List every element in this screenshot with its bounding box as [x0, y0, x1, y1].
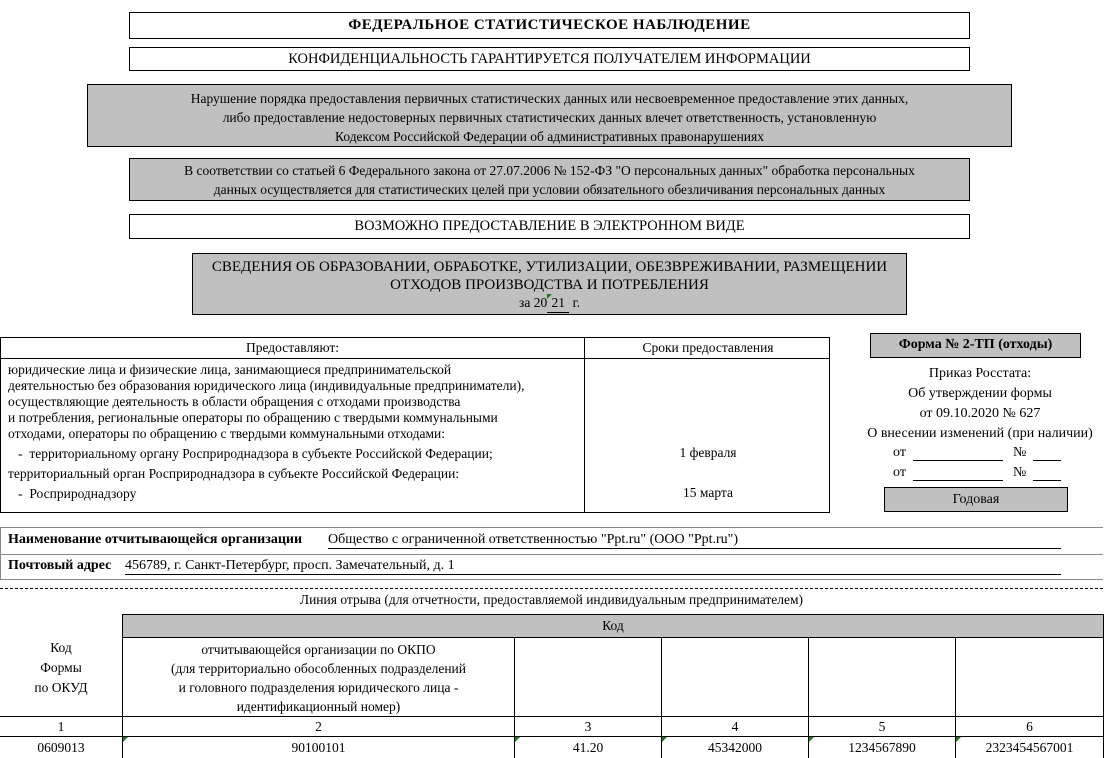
col-number: 6 — [955, 716, 1104, 736]
okpo-value-cell[interactable] — [122, 736, 514, 758]
col-number: 3 — [514, 716, 661, 736]
col-number: 5 — [808, 716, 955, 736]
personal-line: В соответствии со статьей 6 Федерального закона от 27.07.2006 № 152-ФЗ "О персональных данных" обработка персональных — [184, 163, 915, 178]
providers-description — [8, 362, 578, 502]
code-value-5: 1234567890 — [848, 740, 916, 755]
okpo-header-line: (для территориально обособленных подразделений — [170, 661, 466, 676]
code-col-header-4 — [661, 637, 808, 716]
amend-number-field-1[interactable] — [1033, 444, 1061, 461]
org-address-label: Почтовый адрес — [8, 558, 112, 573]
report-title-line1: СВЕДЕНИЯ ОБ ОБРАЗОВАНИИ, ОБРАБОТКЕ, УТИЛИЗАЦИИ, ОБЕЗВРЕЖИВАНИИ, РАЗМЕЩЕНИИ — [211, 259, 888, 275]
warning-line: либо предоставление недостоверных первичных статистических данных влечет ответственность, установленную — [222, 110, 877, 125]
organization-block — [0, 527, 1103, 580]
okud-value-cell[interactable]: 0609013 — [0, 736, 122, 758]
deadline-header: Сроки предоставления — [642, 340, 774, 355]
deadline-2: 15 марта — [683, 485, 733, 500]
org-name-field[interactable]: Общество с ограниченной ответственностью "Ppt.ru" (ООО "Ppt.ru") — [328, 532, 1061, 549]
okud-header-line: Формы — [40, 660, 82, 675]
order-line: О внесении изменений (при наличии) — [867, 426, 1093, 441]
survey-title: ФЕДЕРАЛЬНОЕ СТАТИСТИЧЕСКОЕ НАБЛЮДЕНИЕ — [129, 12, 970, 39]
okpo-value: 90100101 — [291, 740, 346, 755]
report-year — [193, 294, 906, 313]
report-title-line2: ОТХОДОВ ПРОИЗВОДСТВА И ПОТРЕБЛЕНИЯ — [390, 277, 709, 293]
okud-header-line: Код — [50, 640, 72, 655]
amend-date-field-2[interactable] — [913, 464, 1003, 481]
amend-from-label: от — [893, 445, 906, 460]
personal-line: данных осуществляется для статистических целей при условии обязательного обезличивания персональных данных — [213, 182, 886, 197]
cell-marker-icon — [662, 737, 667, 742]
form-number: Форма № 2-ТП (отходы) — [870, 333, 1081, 358]
column-divider — [584, 338, 585, 512]
org-name-row — [8, 532, 302, 548]
amend-num-label: № — [1013, 445, 1027, 460]
periodicity-badge: Годовая — [884, 487, 1068, 512]
personal-data-notice — [129, 158, 970, 201]
okpo-header-line: и головного подразделения юридического лица - — [178, 680, 459, 695]
code-col-header-6 — [955, 637, 1104, 716]
org-address-row — [8, 558, 111, 574]
code-value-cell-5[interactable] — [808, 736, 955, 758]
tear-line-label: Линия отрыва (для отчетности, предоставляемой индивидуальным предпринимателем) — [299, 592, 804, 607]
okpo-header-line: отчитывающейся организации по ОКПО — [201, 642, 436, 657]
code-table — [0, 614, 1104, 758]
confidentiality-notice: КОНФИДЕНЦИАЛЬНОСТЬ ГАРАНТИРУЕТСЯ ПОЛУЧАТЕЛЕМ ИНФОРМАЦИИ — [129, 47, 970, 71]
col-number: 2 — [122, 716, 514, 736]
okud-header-line: по ОКУД — [34, 680, 88, 695]
warning-line: Нарушение порядка предоставления первичных статистических данных или несвоевременное предоставление этих данных, — [190, 91, 909, 106]
year-suffix: г. — [572, 295, 580, 310]
year-value: 21 — [551, 295, 565, 310]
order-line: Об утверждении формы — [908, 386, 1052, 401]
col-number: 1 — [0, 716, 122, 736]
providers-line: осуществляющие деятельность в области обращения с отходами производства — [8, 394, 461, 409]
amend-date-field-1[interactable] — [913, 444, 1003, 461]
cell-marker-icon — [809, 737, 814, 742]
code-col-header-5 — [808, 637, 955, 716]
okud-header — [0, 614, 122, 716]
cell-marker-icon — [515, 737, 520, 742]
providers-line: отходами, операторы по обращению с твердыми коммунальными отходами: — [8, 426, 446, 441]
year-field[interactable] — [547, 294, 569, 313]
providers-line: и потребления, региональные операторы по обращению с твердыми коммунальными — [8, 410, 498, 425]
liability-warning — [87, 84, 1012, 147]
year-prefix: за 20 — [519, 295, 548, 310]
providers-line: территориальный орган Росприроднадзора в субъекте Российской Федерации: — [8, 466, 460, 481]
deadline-1: 1 февраля — [679, 445, 737, 460]
providers-header: Предоставляют: — [245, 340, 340, 355]
col-number: 4 — [661, 716, 808, 736]
code-value-cell-3[interactable] — [514, 736, 661, 758]
providers-line: деятельностью без образования юридического лица (индивидуальные предприниматели), — [8, 378, 525, 393]
electronic-notice: ВОЗМОЖНО ПРЕДОСТАВЛЕНИЕ В ЭЛЕКТРОННОМ ВИДЕ — [129, 214, 970, 239]
providers-line: - территориальному органу Росприроднадзора в субъекте Российской Федерации; — [8, 446, 493, 461]
code-header: Код — [122, 614, 1104, 637]
amend-num-label: № — [1013, 465, 1027, 480]
okpo-header — [122, 637, 514, 716]
header-divider — [1, 358, 829, 359]
warning-line: Кодексом Российской Федерации об административных правонарушениях — [335, 129, 764, 144]
providers-table — [0, 337, 830, 513]
order-line: от 09.10.2020 № 627 — [919, 406, 1041, 421]
org-name-label: Наименование отчитывающейся организации — [8, 532, 303, 547]
okpo-header-line: идентификационный номер) — [236, 699, 401, 714]
providers-line: - Росприроднадзору — [8, 486, 137, 501]
cell-marker-icon — [547, 294, 552, 299]
rosstat-order — [840, 364, 1120, 444]
amend-number-field-2[interactable] — [1033, 464, 1061, 481]
tear-line-divider — [0, 588, 1103, 589]
cell-marker-icon — [123, 737, 128, 742]
providers-line: юридические лица и физические лица, занимающиеся предпринимательской — [8, 362, 452, 377]
report-title — [192, 253, 907, 315]
cell-marker-icon — [956, 737, 961, 742]
code-value-cell-6[interactable] — [955, 736, 1104, 758]
order-line: Приказ Росстата: — [928, 366, 1032, 381]
code-value-4: 45342000 — [708, 740, 762, 755]
code-value-3: 41.20 — [572, 740, 604, 755]
code-value-6: 2323454567001 — [985, 740, 1074, 755]
code-col-header-3 — [514, 637, 661, 716]
row-divider — [1, 554, 1103, 555]
org-address-field[interactable]: 456789, г. Санкт-Петербург, просп. Замечательный, д. 1 — [125, 558, 1061, 575]
amend-from-label: от — [893, 465, 906, 480]
code-value-cell-4[interactable] — [661, 736, 808, 758]
